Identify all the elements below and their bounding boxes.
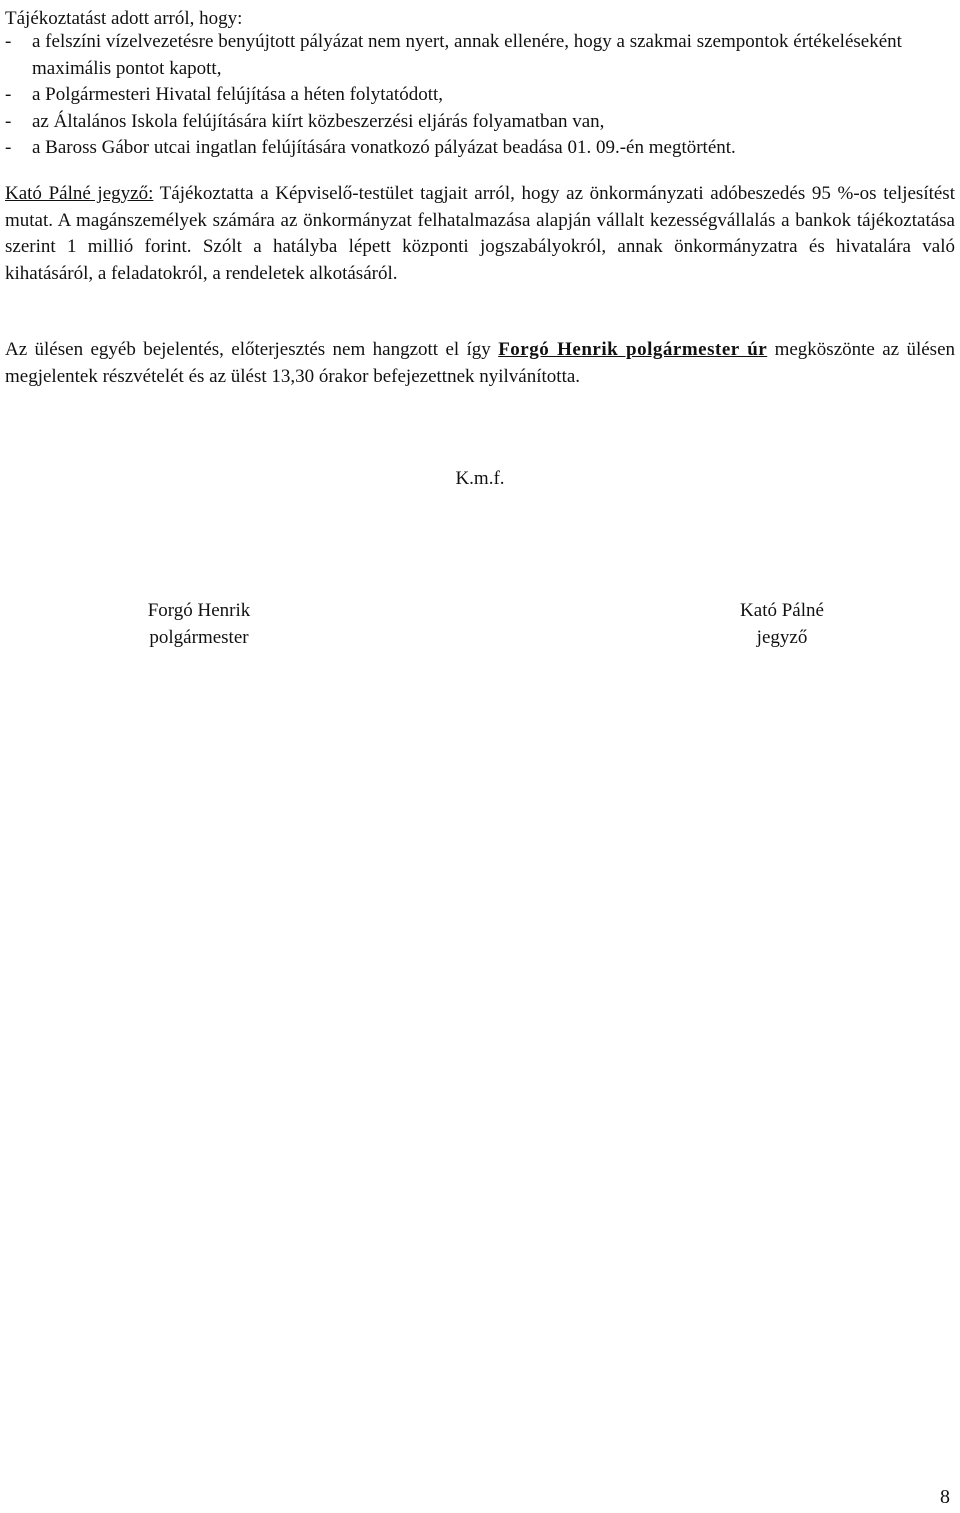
list-item-text: az Általános Iskola felújítására kiírt közbeszerzési eljárás folyamatban van, [32,110,605,132]
info-list [5,29,955,162]
notary-report-paragraph [5,181,955,287]
speaker-notary: Kató Pálné jegyző: [5,183,154,204]
signature-title: polgármester [149,627,249,648]
signature-name: Forgó Henrik [147,600,251,621]
page-number: 8 [940,1486,950,1508]
intro-line: Tájékoztatást adott arról, hogy: [5,8,243,29]
signature-notary [652,597,912,651]
list-dash: - [5,137,12,158]
speaker-mayor: Forgó Henrik polgármester úr [498,339,768,360]
signature-name: Kató Pálné [740,600,824,621]
closing-paragraph [5,337,955,390]
document-page [5,0,955,1513]
list-dash: - [5,84,12,105]
list-item [5,135,955,162]
list-item [5,82,955,109]
list-item [5,109,955,136]
kmf-closing: K.m.f. [455,468,505,489]
list-item-text: a felszíni vízelvezetésre benyújtott pályázat nem nyert, annak ellenére, hogy a szakmai szempontok értékeléseként maximális pontot kapott, [32,31,902,79]
signature-mayor [69,597,329,651]
closing-text-after: megköszönte az ülésen megjelentek részvételét és az ülést 13,30 órakor befejezettnek nyilvánította. [5,339,956,387]
list-dash: - [5,31,12,52]
list-item [5,29,955,82]
signature-title: jegyző [756,627,808,648]
list-dash: - [5,110,12,132]
notary-report-text: Tájékoztatta a Képviselő-testület tagjait arról, hogy az önkormányzati adóbeszedés 95 %-os teljesítést mutat. A magánszemélyek számára az önkormányzat felhatalmazása alapján vállalt kezességvállalás a bankok tájékoztatása szerint 1 millió forint. Szólt a hatályba lépett központi jogszabályokról, annak önkormányzatra és hivatalára való kihatásáról, a feladatokról, a rendeletek alkotásáról. [5,183,955,284]
list-item-text: a Polgármesteri Hivatal felújítása a héten folytatódott, [32,84,444,105]
closing-text-before: Az ülésen egyéb bejelentés, előterjesztés nem hangzott el így [5,339,499,360]
list-item-text: a Baross Gábor utcai ingatlan felújítására vonatkozó pályázat beadása 01. 09.-én megtörtént. [32,137,736,158]
